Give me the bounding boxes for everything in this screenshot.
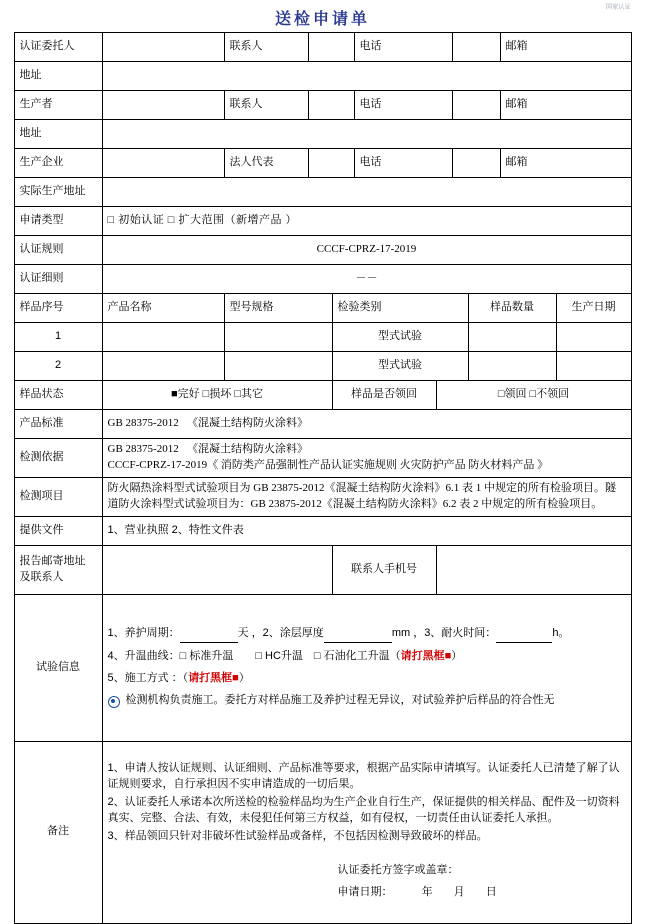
email-label-1: 邮箱 bbox=[500, 33, 631, 62]
remark-item-3: 3、样品领回只针对非破坏性试验样品或备样，不包括因检测导致破坏的样品。 bbox=[107, 830, 488, 843]
table-row bbox=[14, 91, 631, 120]
manufacturer-label: 生产企业 bbox=[14, 149, 102, 178]
application-date-label: 申请日期： bbox=[337, 886, 393, 899]
signature-line[interactable]: 认证委托方签字或盖章： bbox=[337, 864, 459, 877]
curing-period-input[interactable] bbox=[180, 626, 238, 643]
sample-table bbox=[14, 293, 632, 381]
signature-area bbox=[108, 859, 626, 903]
report-mail-mobile-label: 联系人手机号 bbox=[332, 545, 436, 594]
apply-type-label: 申请类型 bbox=[14, 207, 102, 236]
sample-status-options[interactable]: ■完好 □损坏 □其它 bbox=[102, 381, 332, 410]
table-row bbox=[14, 352, 631, 381]
address-label-2: 地址 bbox=[14, 120, 102, 149]
table-row bbox=[14, 741, 631, 923]
cert-detail-value: －－ bbox=[102, 265, 631, 294]
table-row bbox=[14, 120, 631, 149]
test-info-label: 试验信息 bbox=[14, 594, 102, 741]
report-mail-label-line2: 及联系人 bbox=[19, 570, 64, 583]
address-label-1: 地址 bbox=[14, 62, 102, 91]
table-row bbox=[14, 545, 631, 594]
report-mail-label-line1: 报告邮寄地址 bbox=[19, 554, 86, 567]
client-label: 认证委托人 bbox=[14, 33, 102, 62]
legal-rep-label: 法人代表 bbox=[224, 149, 308, 178]
date-day[interactable]: 日 bbox=[485, 886, 497, 899]
construction-method-label: 5、施工方式 ：（ bbox=[107, 672, 189, 685]
application-date-row bbox=[338, 881, 626, 903]
legal-rep-value[interactable] bbox=[308, 149, 354, 178]
construction-method-hint: 请打黑框■ bbox=[188, 672, 239, 685]
report-mail-mobile-value[interactable] bbox=[436, 545, 631, 594]
sample-row1-qty[interactable] bbox=[468, 323, 556, 352]
table-row bbox=[14, 265, 631, 294]
address-value-1[interactable] bbox=[102, 62, 631, 91]
fire-time-input[interactable] bbox=[496, 626, 552, 643]
sample-table-header-row bbox=[14, 294, 631, 323]
sample-row2-name[interactable] bbox=[102, 352, 224, 381]
date-year[interactable]: 年 bbox=[421, 886, 433, 899]
heating-curve-hint-end: ） bbox=[451, 650, 463, 663]
fire-time-unit: h。 bbox=[552, 627, 570, 640]
test-items-value: 防火隔热涂料型式试验项目为 GB 23875-2012《混凝土结构防火涂料》6.1 表 1 中规定的所有检验项目。隧道防火涂料型式试验项目为：GB 23875-2012《混凝土结构防火涂料》6.2 表 2 中规定的所有检验项目。 bbox=[102, 477, 631, 516]
test-info-line-1 bbox=[108, 626, 626, 643]
table-row bbox=[14, 207, 631, 236]
phone-label-2: 电话 bbox=[354, 91, 452, 120]
phone-value-1[interactable] bbox=[452, 33, 500, 62]
remark-item-2: 2、认证委托人承诺本次所送检的检验样品均为生产企业自行生产，保证提供的相关样品、配件及一切资料真实、完整、合法、有效，未侵犯任何第三方权益，如有侵权，一切责任由认证委托人承担。 bbox=[107, 796, 620, 825]
provided-files-value: 1、营业执照 2、特性文件表 bbox=[102, 516, 631, 545]
page-title: 送检申请单 bbox=[274, 11, 370, 28]
table-row bbox=[14, 236, 631, 265]
client-value[interactable] bbox=[102, 33, 224, 62]
sample-row1-name[interactable] bbox=[102, 323, 224, 352]
sample-return-label: 样品是否领回 bbox=[332, 381, 436, 410]
test-basis-line2: CCCF-CPRZ-17-2019《 消防类产品强制性产品认证实施规则 火灾防护产品 防火材料产品 》 bbox=[107, 458, 549, 471]
construction-option-row[interactable] bbox=[108, 693, 626, 709]
test-basis-value bbox=[102, 439, 631, 478]
email-label-3: 邮箱 bbox=[500, 149, 631, 178]
sample-col-date: 生产日期 bbox=[556, 294, 631, 323]
sample-row2-model[interactable] bbox=[224, 352, 332, 381]
construction-method-hint-end: ） bbox=[238, 672, 250, 685]
phone-label-3: 电话 bbox=[354, 149, 452, 178]
cert-rule-label: 认证规则 bbox=[14, 236, 102, 265]
test-info-line-2 bbox=[108, 649, 626, 665]
apply-type-options[interactable]: □ 初始认证 □ 扩大范围（新增产品 ） bbox=[102, 207, 631, 236]
cert-detail-label: 认证细则 bbox=[14, 265, 102, 294]
sample-col-model: 型号规格 bbox=[224, 294, 332, 323]
actual-address-value[interactable] bbox=[102, 178, 631, 207]
remark-content bbox=[102, 741, 631, 923]
sample-row2-testtype: 型式试验 bbox=[332, 352, 468, 381]
phone-label-1: 电话 bbox=[354, 33, 452, 62]
corner-logo: 国家认证 bbox=[605, 3, 631, 11]
actual-address-label: 实际生产地址 bbox=[14, 178, 102, 207]
main-form-table bbox=[14, 32, 632, 294]
date-month[interactable]: 月 bbox=[453, 886, 465, 899]
contact-label: 联系人 bbox=[224, 33, 308, 62]
test-basis-label: 检测依据 bbox=[14, 439, 102, 478]
test-info-content bbox=[102, 594, 631, 741]
sample-col-testtype: 检验类别 bbox=[332, 294, 468, 323]
table-row bbox=[14, 594, 631, 741]
contact-value[interactable] bbox=[308, 33, 354, 62]
thickness-input[interactable] bbox=[324, 626, 392, 643]
producer-value[interactable] bbox=[102, 91, 224, 120]
contact-value-2[interactable] bbox=[308, 91, 354, 120]
report-mail-address-value[interactable] bbox=[102, 545, 332, 594]
heating-curve-options[interactable]: 4、升温曲线：□ 标准升温 □ HC升温 □ 石油化工升温（ bbox=[107, 650, 401, 663]
sample-status-label: 样品状态 bbox=[14, 381, 102, 410]
sample-row1-date[interactable] bbox=[556, 323, 631, 352]
sample-col-name: 产品名称 bbox=[102, 294, 224, 323]
construction-option-text: 检测机构负责施工。委托方对样品施工及养护过程无异议，对试验养护后样品的符合性无 bbox=[125, 694, 555, 707]
phone-value-2[interactable] bbox=[452, 91, 500, 120]
table-row bbox=[14, 439, 631, 478]
remark-label: 备注 bbox=[14, 741, 102, 923]
product-standard-value: GB 28375-2012 《混凝土结构防火涂料》 bbox=[102, 410, 631, 439]
fire-time-label: mm ，3、耐火时间： bbox=[391, 627, 497, 640]
manufacturer-value[interactable] bbox=[102, 149, 224, 178]
thickness-label: 天 ，2、涂层厚度 bbox=[237, 627, 324, 640]
contact-label-2: 联系人 bbox=[224, 91, 308, 120]
report-mail-label bbox=[14, 545, 102, 594]
sample-row1-no: 1 bbox=[14, 323, 102, 352]
sample-row2-no: 2 bbox=[14, 352, 102, 381]
table-row bbox=[14, 410, 631, 439]
radio-selected-icon[interactable] bbox=[108, 696, 120, 708]
table-row bbox=[14, 33, 631, 62]
producer-label: 生产者 bbox=[14, 91, 102, 120]
curing-period-label: 1、养护周期： bbox=[107, 627, 180, 640]
table-row bbox=[14, 178, 631, 207]
product-standard-label: 产品标准 bbox=[14, 410, 102, 439]
sample-row2-date[interactable] bbox=[556, 352, 631, 381]
test-basis-line1: GB 28375-2012 《混凝土结构防火涂料》 bbox=[107, 443, 308, 455]
test-items-label: 检测项目 bbox=[14, 477, 102, 516]
table-row bbox=[14, 323, 631, 352]
email-label-2: 邮箱 bbox=[500, 91, 631, 120]
cert-rule-value: CCCF-CPRZ-17-2019 bbox=[102, 236, 631, 265]
sample-row1-model[interactable] bbox=[224, 323, 332, 352]
sample-row1-testtype: 型式试验 bbox=[332, 323, 468, 352]
remark-item-1: 1、申请人按认证规则、认证细则、产品标准等要求，根据产品实际申请填写。认证委托人已清楚了解了认证规则要求，自行承担因不实申请造成的一切后果。 bbox=[107, 762, 620, 791]
table-row bbox=[14, 516, 631, 545]
test-info-line-3 bbox=[108, 671, 626, 687]
sample-row2-qty[interactable] bbox=[468, 352, 556, 381]
table-row bbox=[14, 62, 631, 91]
sample-col-no: 样品序号 bbox=[14, 294, 102, 323]
sample-return-options[interactable]: □领回 □不领回 bbox=[436, 381, 631, 410]
heating-curve-hint: 请打黑框■ bbox=[400, 650, 452, 663]
phone-value-3[interactable] bbox=[452, 149, 500, 178]
table-row bbox=[14, 477, 631, 516]
address-value-2[interactable] bbox=[102, 120, 631, 149]
details-table bbox=[14, 380, 632, 924]
page-header bbox=[0, 0, 645, 32]
table-row bbox=[14, 149, 631, 178]
sample-col-qty: 样品数量 bbox=[468, 294, 556, 323]
provided-files-label: 提供文件 bbox=[14, 516, 102, 545]
table-row bbox=[14, 381, 631, 410]
